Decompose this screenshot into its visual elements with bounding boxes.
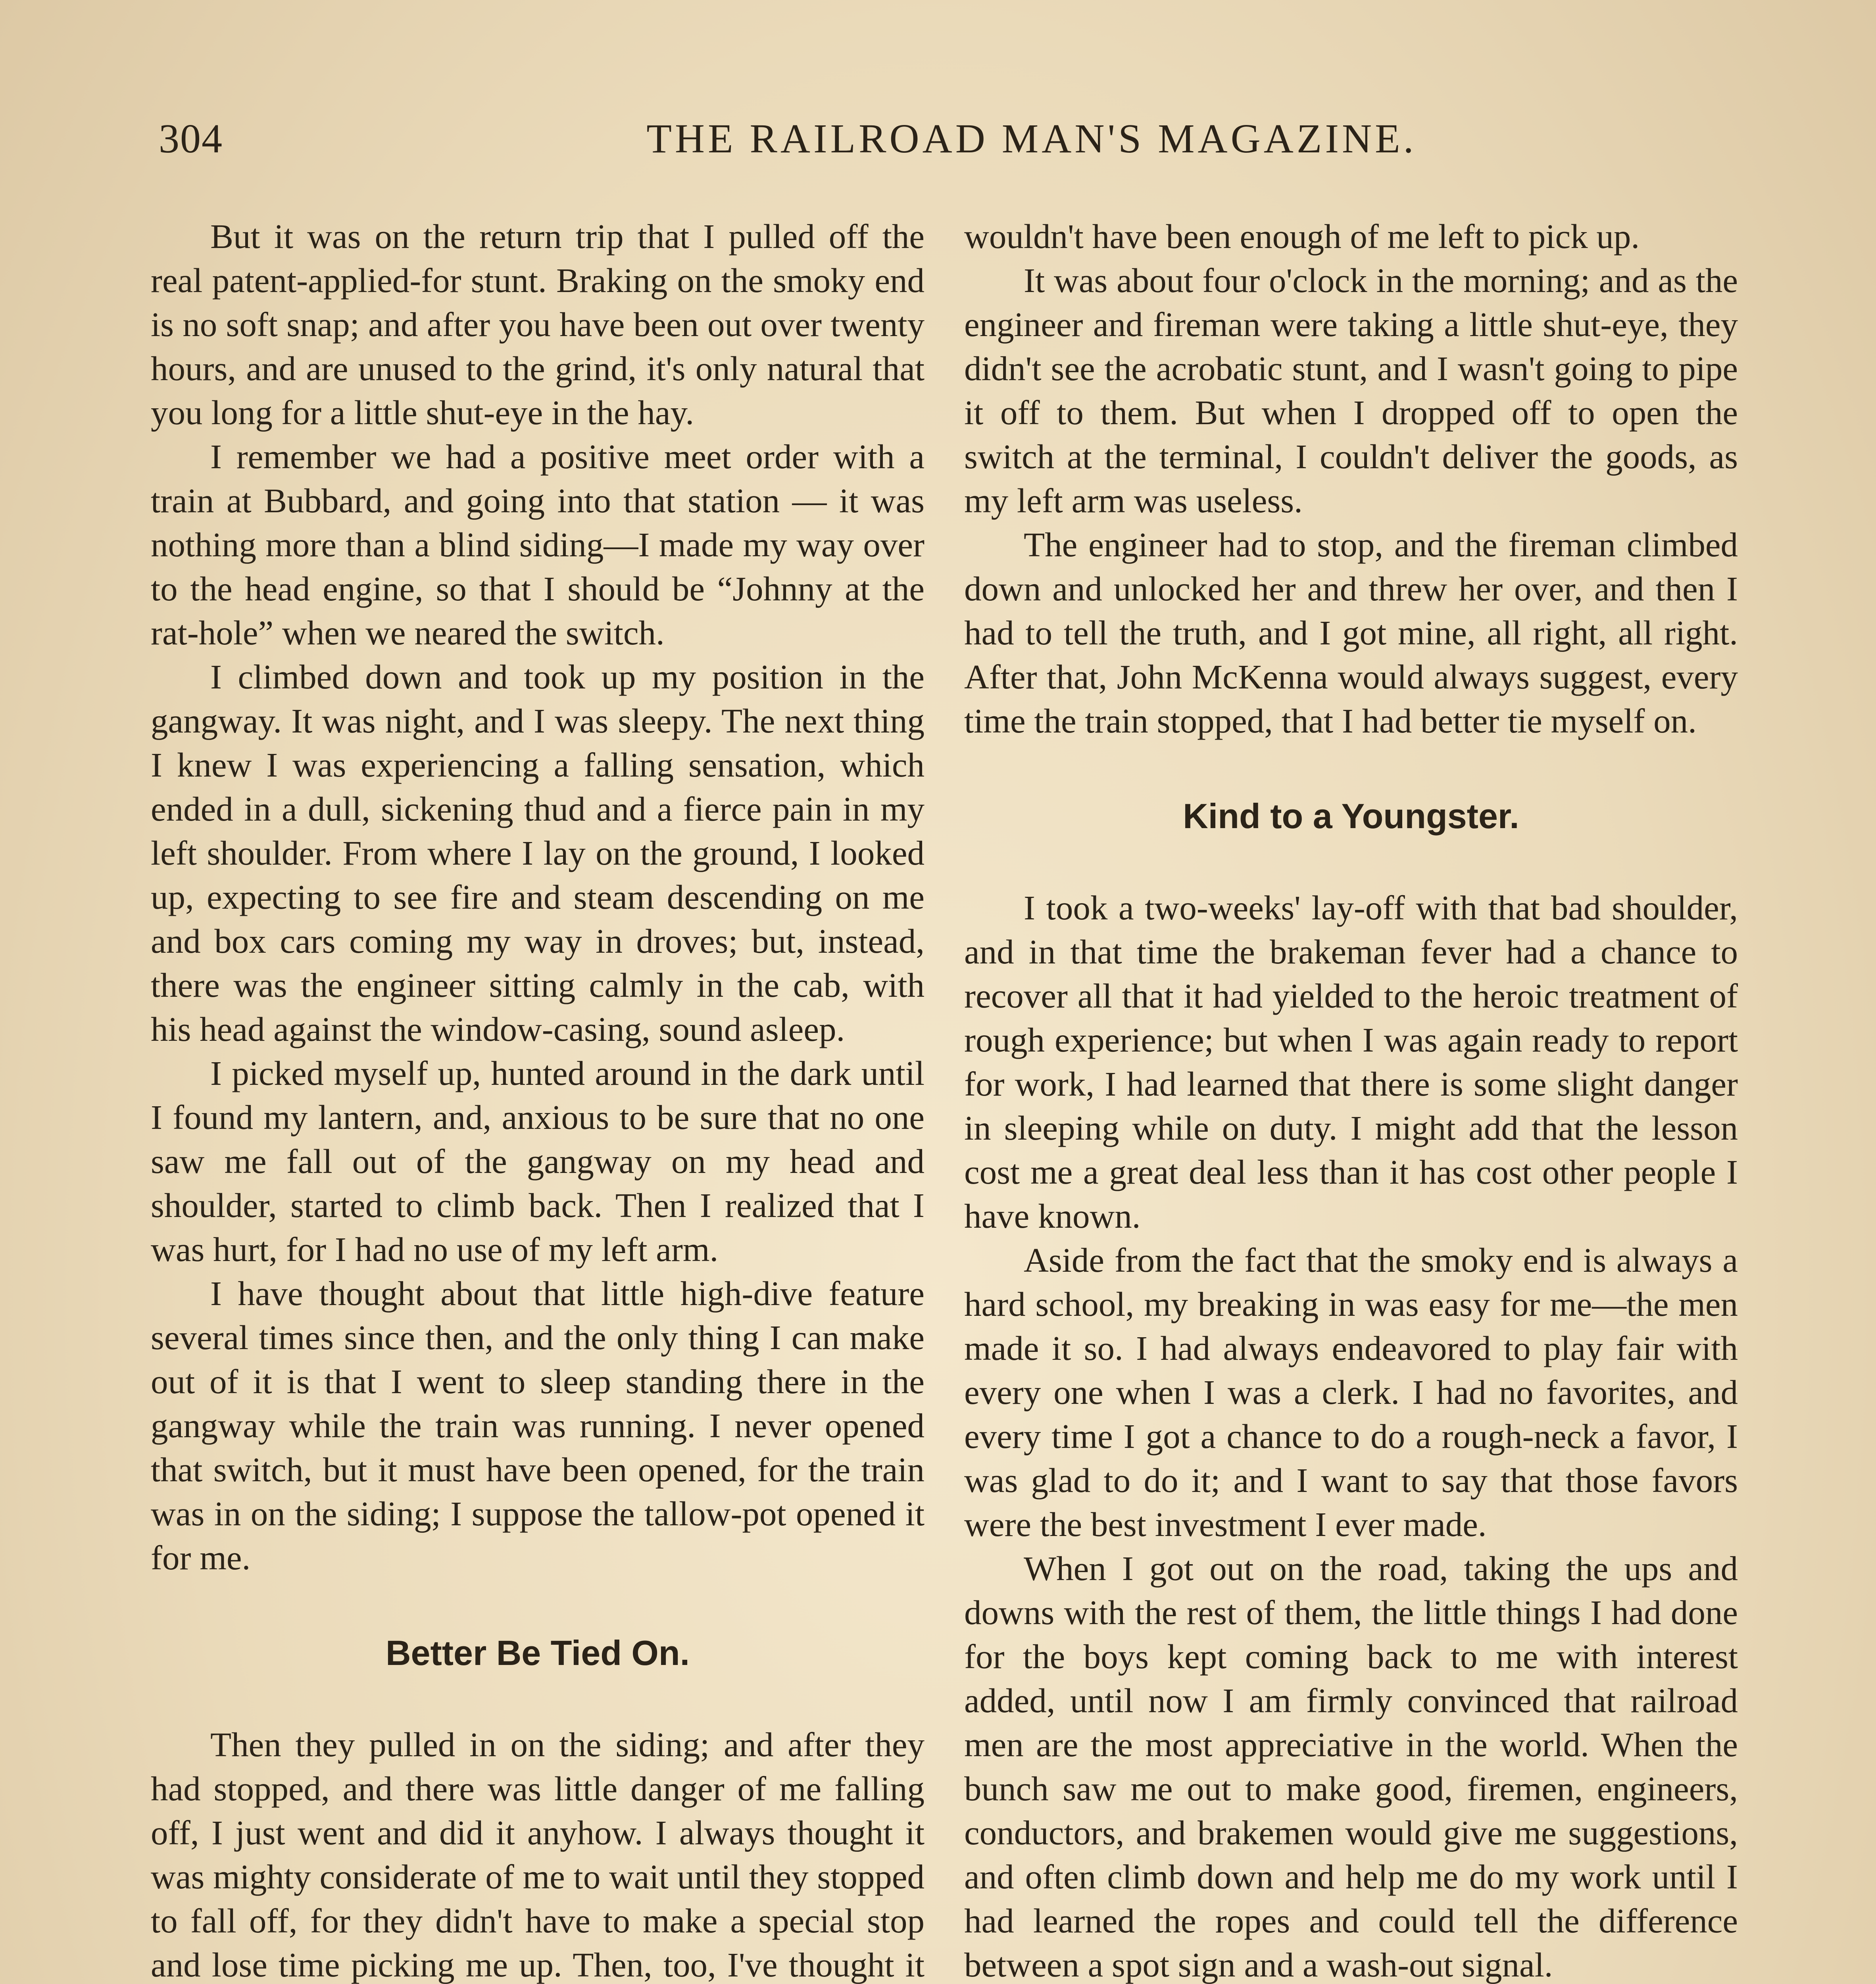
body-paragraph: Then they pulled in on the siding; and after they had stopped, and there was little danger of me falling off, I just went and did it anyhow. I always thought it was mighty considerate of me to wait until they stopped to fall off, for they didn't have to make a special stop and lose time picking me up. Then, too, I've thought it: [151, 1725, 925, 1984]
body-paragraph: I remember we had a positive meet order with a train at Bubbard, and going into that station — it was nothing more than a blind siding—I made my way over to the head engine, so that I should be “Johnny at the rat-hole” when we neared the switch.: [151, 437, 925, 652]
body-paragraph: The engineer had to stop, and the fireman climbed down and unlocked her and threw her over, and then I had to tell the truth, and I got mine, all right, all right. After that, John McKenna would always suggest, every time the train stopped, that I had better tie myself on.: [964, 525, 1738, 740]
body-paragraph: When I got out on the road, taking the ups and downs with the rest of them, the little things I had done for the boys kept coming back to me with interest added, until now I am firmly convinced that railroad men are the most appreciative in the world. When the bunch saw me out to make good, firemen, engineers, conductors, and brakemen would give me suggestions, and often climb down and help me do my work until I had learned the ropes and could tell the difference between a spot sign and a wash-out signal.: [964, 1549, 1738, 1984]
running-head: [159, 115, 1746, 179]
body-paragraph: I climbed down and took up my position in the gangway. It was night, and I was sleepy. The next thing I knew I was experiencing a falling sensation, which ended in a dull, sickening thud and a fierce pain in my left shoulder. From where I lay on the ground, I looked up, expecting to see fire and steam descending on me and box cars coming my way in droves; but, instead, there was the engineer sitting calmly in the cab, with his head against the window-casing, sound asleep.: [151, 657, 925, 1048]
body-paragraph: I picked myself up, hunted around in the dark until I found my lantern, and, anxious to be sure that no one saw me fall out of the gangway on my head and shoulder, started to climb back. Then I realized that I was hurt, for I had no use of my left arm.: [151, 1054, 925, 1269]
section-subhead: Kind to a Youngster.: [1183, 796, 1519, 836]
page-number: 304: [159, 116, 223, 161]
body-paragraph: Aside from the fact that the smoky end is always a hard school, my breaking in was easy for me—the men made it so. I had always endeavored to play fair with every one when I was a clerk. I had no favorites, and every time I got a chance to do a rough-neck a favor, I was glad to do it; and I want to say that those favors were the best investment I ever made.: [964, 1241, 1738, 1544]
body-paragraph: It was about four o'clock in the morning; and as the engineer and fireman were taking a little shut-eye, they didn't see the acrobatic stunt, and I wasn't going to pipe it off to them. But when I dropped off to open the switch at the terminal, I couldn't deliver the goods, as my left arm was useless.: [964, 261, 1738, 520]
body-paragraph: I have thought about that little high-dive feature several times since then, and the only thing I can make out of it is that I went to sleep standing there in the gangway while the train was running. I never opened that switch, but it must have been opened, for the train was in on the siding; I suppose the tallow-pot opened it for me.: [151, 1274, 925, 1577]
right-column: [964, 214, 1738, 1984]
body-paragraph: I took a two-weeks' lay-off with that bad shoulder, and in that time the brakeman fever had a chance to recover all that it had yielded to the heroic treatment of rough experience; but when I was again ready to report for work, I had learned that there is some slight danger in sleeping while on duty. I might add that the lesson cost me a great deal less than it has cost other people I have known.: [964, 888, 1738, 1235]
section-subhead: Better Be Tied On.: [385, 1633, 690, 1673]
running-title: THE RAILROAD MAN'S MAGAZINE.: [646, 116, 1417, 161]
continued-paragraph: wouldn't have been enough of me left to pick up.: [964, 217, 1640, 256]
body-paragraph: But it was on the return trip that I pulled off the real patent-applied-for stunt. Braking on the smoky end is no soft snap; and after you have been out over twenty hours, and are unused to the grind, it's only natural that you long for a little shut-eye in the hay.: [151, 217, 925, 432]
left-column: [151, 214, 925, 1984]
